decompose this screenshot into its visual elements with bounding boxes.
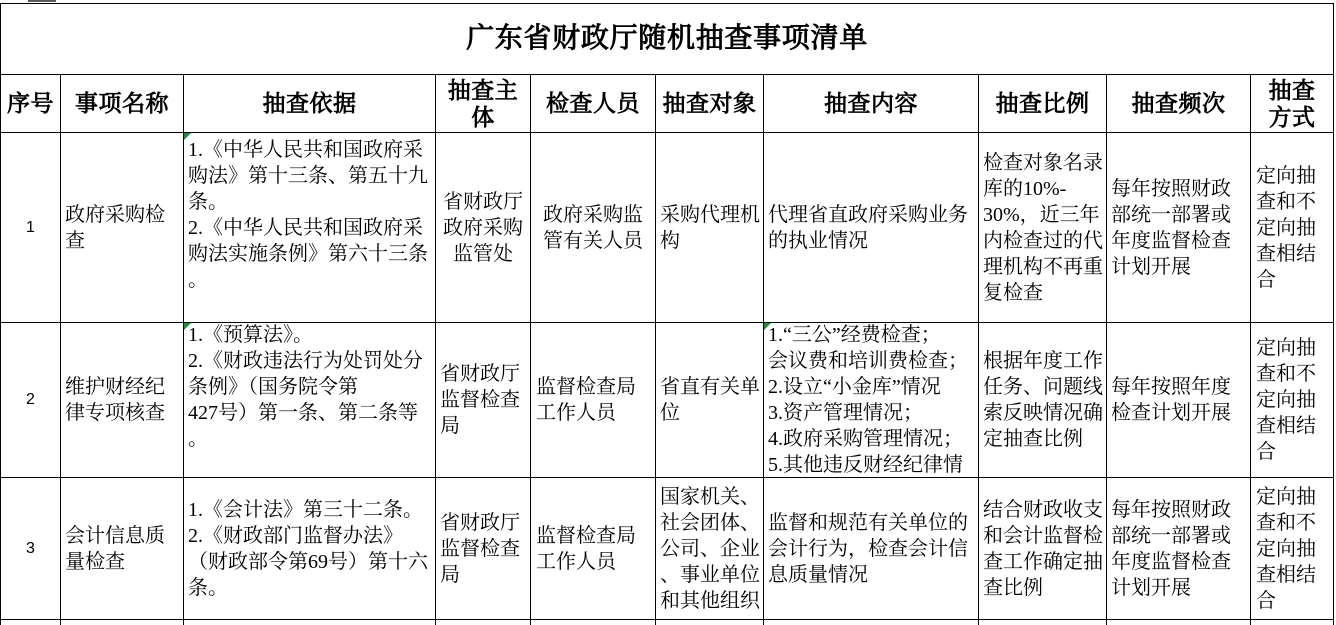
row-1-content-cell[interactable]	[764, 133, 978, 322]
inspection-content: 代理省直政府采购业务 的执业情况	[768, 203, 968, 252]
row-3-subject-cell[interactable]	[436, 478, 530, 619]
row-3-item-name-cell[interactable]	[61, 478, 183, 619]
row-4-empty-cell[interactable]	[184, 620, 435, 625]
row-index: 2	[26, 391, 35, 408]
row-1-subject-cell[interactable]	[436, 133, 530, 322]
row-4-empty-cell[interactable]	[979, 620, 1106, 625]
header-label: 抽查依据	[262, 91, 357, 116]
header-label: 抽查 方式	[1268, 77, 1316, 130]
inspection-frequency: 每年按照年度 检查计划开展	[1111, 376, 1231, 424]
row-1-target-cell[interactable]	[656, 133, 763, 322]
inspection-content: 1.“三公”经费检查； 会议费和培训费检查； 2.设立“小金库”情况 3.资产管理情况； 4.政府采购管理情况； 5.其他违反财经纪律情	[768, 324, 968, 476]
inspection-frequency: 每年按照财政 部统一部署或 年度监督检查 计划开展	[1111, 177, 1231, 278]
row-4-empty-cell[interactable]	[1107, 620, 1250, 625]
row-1-basis-cell[interactable]	[184, 133, 435, 322]
error-indicator-icon	[184, 323, 191, 330]
header-cell-item-name[interactable]	[61, 75, 183, 132]
inspection-subject: 省财政厅 监督检查 局	[440, 363, 520, 437]
row-2-item-name-cell[interactable]	[61, 323, 183, 477]
inspection-basis: 1.《会计法》第三十二条。 2.《财政部门监督办法》 （财政部令第69号）第十六 条。	[188, 498, 428, 599]
partial-cell-edge	[28, 0, 56, 2]
inspection-method: 定向抽 查和不 定向抽 查相结 合	[1256, 164, 1316, 291]
row-2-frequency-cell[interactable]	[1107, 323, 1250, 477]
inspection-frequency: 每年按照财政 部统一部署或 年度监督检查 计划开展	[1111, 498, 1231, 599]
header-label: 抽查比例	[995, 91, 1090, 116]
row-3-content-cell[interactable]	[764, 478, 978, 619]
header-cell-content[interactable]	[764, 75, 978, 132]
row-3-inspectors-cell[interactable]	[531, 478, 655, 619]
error-indicator-icon	[184, 133, 191, 140]
spreadsheet-grid	[0, 3, 1334, 625]
row-4-empty-cell[interactable]	[1, 620, 60, 625]
header-cell-frequency[interactable]	[1107, 75, 1250, 132]
row-2-target-cell[interactable]	[656, 323, 763, 477]
inspectors: 政府采购监 管有关人员	[543, 203, 643, 252]
inspection-basis: 1.《预算法》。 2.《财政违法行为处罚处分 条例》（国务院令第 427号）第一条、第二条等 。	[188, 324, 423, 450]
row-index: 1	[26, 218, 35, 236]
inspection-ratio: 检查对象名录 库的10%- 30%，近三年 内检查过的代 理机构不再重 复检查	[983, 151, 1103, 304]
row-2-content-cell[interactable]	[764, 323, 978, 477]
inspection-ratio: 结合财政收支 和会计监督检 查工作确定抽 查比例	[983, 498, 1103, 599]
row-3-target-cell[interactable]	[656, 478, 763, 619]
header-cell-index[interactable]	[1, 75, 60, 132]
header-label: 事项名称	[75, 91, 169, 116]
row-4-empty-cell[interactable]	[764, 620, 978, 625]
row-2-inspectors-cell[interactable]	[531, 323, 655, 477]
row-2-ratio-cell[interactable]	[979, 323, 1106, 477]
header-label: 抽查主 体	[447, 77, 519, 130]
header-cell-inspectors[interactable]	[531, 75, 655, 132]
row-3-ratio-cell[interactable]	[979, 478, 1106, 619]
header-cell-ratio[interactable]	[979, 75, 1106, 132]
item-name: 会计信息质 量检查	[65, 524, 165, 573]
sheet-title: 广东省财政厅随机抽查事项清单	[466, 23, 868, 54]
inspection-target: 省直有关单 位	[660, 376, 760, 424]
item-name: 维护财经纪 律专项核查	[65, 376, 165, 424]
row-2-subject-cell[interactable]	[436, 323, 530, 477]
row-3-index-cell[interactable]	[1, 478, 60, 619]
inspection-target: 采购代理机 构	[660, 203, 760, 252]
inspection-subject: 省财政厅 监督检查 局	[440, 511, 520, 586]
inspection-basis: 1.《中华人民共和国政府采 购法》第十三条、第五十九 条。 2.《中华人民共和国政府采 购法实施条例》第六十三条 。	[188, 138, 428, 291]
row-4-empty-cell[interactable]	[531, 620, 655, 625]
row-1-ratio-cell[interactable]	[979, 133, 1106, 322]
header-label: 抽查频次	[1131, 91, 1226, 116]
row-4-empty-cell[interactable]	[61, 620, 183, 625]
header-cell-target[interactable]	[656, 75, 763, 132]
row-4-empty-cell[interactable]	[436, 620, 530, 625]
error-indicator-icon	[764, 323, 771, 330]
header-cell-method[interactable]	[1251, 75, 1333, 132]
row-2-method-cell[interactable]	[1251, 323, 1333, 477]
inspectors: 监督检查局 工作人员	[536, 376, 636, 424]
header-cell-basis[interactable]	[184, 75, 435, 132]
row-1-index-cell[interactable]	[1, 133, 60, 322]
row-3-method-cell[interactable]	[1251, 478, 1333, 619]
row-4-empty-cell[interactable]	[1251, 620, 1333, 625]
inspection-subject: 省财政厅 政府采购 监管处	[443, 190, 523, 265]
sheet-title-cell[interactable]	[1, 4, 1333, 74]
inspectors: 监督检查局 工作人员	[536, 524, 636, 573]
inspection-method: 定向抽 查和不 定向抽 查相结 合	[1256, 485, 1316, 612]
row-3-basis-cell[interactable]	[184, 478, 435, 619]
row-1-item-name-cell[interactable]	[61, 133, 183, 322]
header-label: 序号	[7, 91, 54, 116]
row-4-empty-cell[interactable]	[656, 620, 763, 625]
inspection-content: 监督和规范有关单位的 会计行为，检查会计信 息质量情况	[768, 511, 968, 586]
row-1-method-cell[interactable]	[1251, 133, 1333, 322]
header-label: 抽查内容	[824, 91, 918, 116]
inspection-target: 国家机关、 社会团体、 公司、企业 、事业单位 和其他组织	[660, 485, 760, 612]
row-1-frequency-cell[interactable]	[1107, 133, 1250, 322]
header-cell-subject[interactable]	[436, 75, 530, 132]
row-2-basis-cell[interactable]	[184, 323, 435, 477]
header-label: 检查人员	[546, 91, 640, 116]
row-2-index-cell[interactable]	[1, 323, 60, 477]
inspection-ratio: 根据年度工作 任务、问题线 索反映情况确 定抽查比例	[983, 350, 1103, 450]
header-label: 抽查对象	[662, 91, 757, 116]
row-index: 3	[26, 539, 35, 557]
row-1-inspectors-cell[interactable]	[531, 133, 655, 322]
inspection-method: 定向抽 查和不 定向抽 查相结 合	[1256, 337, 1316, 463]
item-name: 政府采购检 查	[65, 203, 165, 252]
row-3-frequency-cell[interactable]	[1107, 478, 1250, 619]
